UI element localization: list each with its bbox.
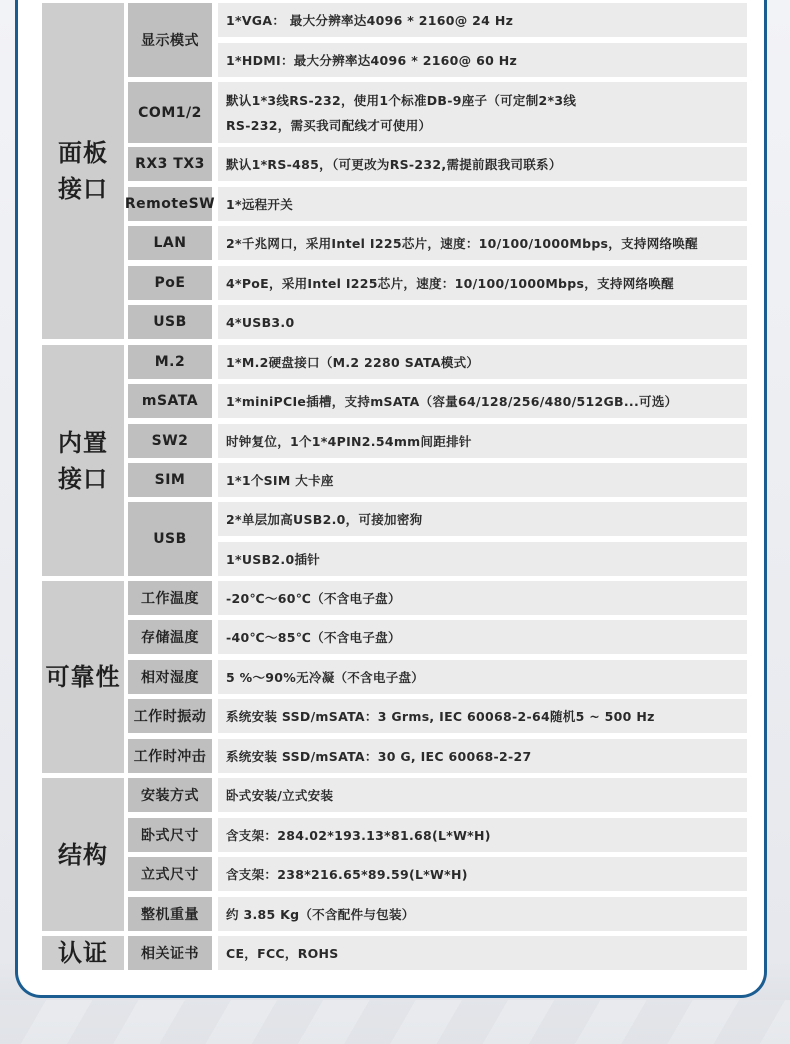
row-value: CE，FCC，ROHS bbox=[218, 936, 747, 970]
row-label: PoE bbox=[128, 266, 212, 300]
row-value: 含支架：238*216.65*89.59(L*W*H) bbox=[218, 857, 747, 891]
row-label: 显示模式 bbox=[128, 3, 212, 77]
row-label: mSATA bbox=[128, 384, 212, 418]
row-label: RX3 TX3 bbox=[128, 147, 212, 181]
row-value: 默认1*3线RS-232，使用1个标准DB-9座子（可定制2*3线RS-232，需买我司配线才可使用） bbox=[218, 82, 747, 143]
section-structure bbox=[42, 778, 124, 931]
row-value: 1*miniPCIe插槽，支持mSATA（容量64/128/256/480/512GB...可选） bbox=[218, 384, 747, 418]
section-title-line: 接口 bbox=[58, 175, 108, 203]
row-value: 4*PoE，采用Intel I225芯片，速度：10/100/1000Mbps，支持网络唤醒 bbox=[218, 266, 747, 300]
row-label: 工作时冲击 bbox=[128, 739, 212, 773]
section-title-line: 面板 bbox=[58, 139, 108, 167]
section-title-line: 接口 bbox=[58, 464, 108, 493]
row-label: 相关证书 bbox=[128, 936, 212, 970]
row-label: 工作时振动 bbox=[128, 699, 212, 733]
section-title-line: 可靠性 bbox=[45, 663, 121, 691]
row-value: 含支架：284.02*193.13*81.68(L*W*H) bbox=[218, 818, 747, 852]
row-label: M.2 bbox=[128, 345, 212, 379]
row-value: 时钟复位，1个1*4PIN2.54mm间距排针 bbox=[218, 424, 747, 458]
row-label: 卧式尺寸 bbox=[128, 818, 212, 852]
row-label: 安装方式 bbox=[128, 778, 212, 812]
row-value: 卧式安装/立式安装 bbox=[218, 778, 747, 812]
row-label: 立式尺寸 bbox=[128, 857, 212, 891]
row-value: 约 3.85 Kg（不含配件与包装） bbox=[218, 897, 747, 931]
row-label: 存储温度 bbox=[128, 620, 212, 654]
row-value: -40℃～85℃（不含电子盘） bbox=[218, 620, 747, 654]
row-value: 系统安装 SSD/mSATA：3 Grms, IEC 60068-2-64随机5 ~ 500 Hz bbox=[218, 699, 747, 733]
row-value: 1*HDMI：最大分辨率达4096 * 2160@ 60 Hz bbox=[218, 43, 747, 77]
background-pattern bbox=[0, 1000, 790, 1044]
row-value: 4*USB3.0 bbox=[218, 305, 747, 339]
row-label: USB bbox=[128, 305, 212, 339]
row-label: USB bbox=[128, 502, 212, 576]
row-label: COM1/2 bbox=[128, 82, 212, 143]
row-value: 1*M.2硬盘接口（M.2 2280 SATA模式） bbox=[218, 345, 747, 379]
row-value: 2*千兆网口，采用Intel I225芯片，速度：10/100/1000Mbps，支持网络唤醒 bbox=[218, 226, 747, 260]
row-value: 1*USB2.0插针 bbox=[218, 542, 747, 576]
row-value: 5 %～90%无冷凝（不含电子盘） bbox=[218, 660, 747, 694]
row-value: 2*单层加高USB2.0，可接加密狗 bbox=[218, 502, 747, 536]
section-panel-interfaces bbox=[42, 3, 124, 339]
row-value: 1*1个SIM 大卡座 bbox=[218, 463, 747, 497]
row-label: 相对湿度 bbox=[128, 660, 212, 694]
row-value: 1*远程开关 bbox=[218, 187, 747, 221]
row-value: -20℃～60℃（不含电子盘） bbox=[218, 581, 747, 615]
row-label: LAN bbox=[128, 226, 212, 260]
row-value: 默认1*RS-485，（可更改为RS-232,需提前跟我司联系） bbox=[218, 147, 747, 181]
section-reliability bbox=[42, 581, 124, 773]
section-title-line: 认证 bbox=[58, 939, 108, 967]
row-label: 工作温度 bbox=[128, 581, 212, 615]
row-label: SIM bbox=[128, 463, 212, 497]
section-internal-interfaces bbox=[42, 345, 124, 576]
row-value: 1*VGA： 最大分辨率达4096 * 2160@ 24 Hz bbox=[218, 3, 747, 37]
row-value: 系统安装 SSD/mSATA：30 G, IEC 60068-2-27 bbox=[218, 739, 747, 773]
row-label: SW2 bbox=[128, 424, 212, 458]
section-title-line: 结构 bbox=[58, 840, 108, 869]
section-certification bbox=[42, 936, 124, 970]
row-label: RemoteSW bbox=[128, 187, 212, 221]
row-label: 整机重量 bbox=[128, 897, 212, 931]
section-title-line: 内置 bbox=[58, 428, 108, 457]
